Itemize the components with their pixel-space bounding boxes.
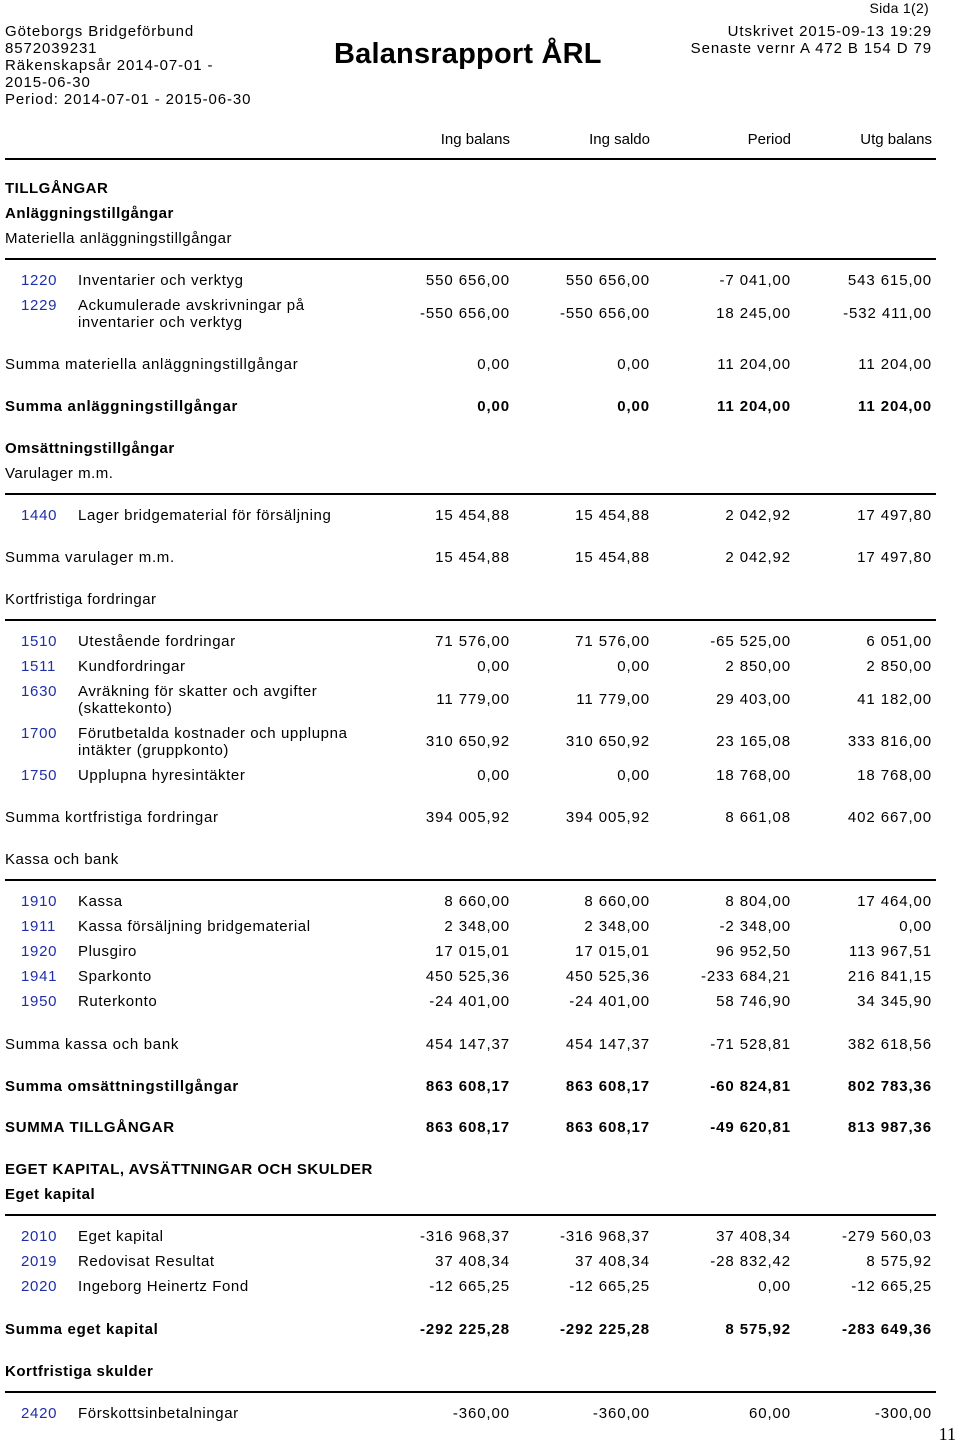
- account-name: [78, 767, 245, 784]
- sum-amount: -292 225,28: [560, 1321, 650, 1338]
- account-name: [78, 993, 157, 1010]
- account-number: 1750: [21, 767, 58, 784]
- header-rule: [5, 158, 936, 160]
- account-number: 1910: [21, 893, 58, 910]
- sum-amount: -60 824,81: [710, 1078, 791, 1095]
- account-number: 2019: [21, 1253, 58, 1270]
- amount-cell: -300,00: [874, 1405, 932, 1422]
- column-headers: [0, 131, 960, 151]
- section-rule: [5, 493, 936, 495]
- section-rule: [5, 1391, 936, 1393]
- account-name: [78, 1253, 215, 1270]
- amount-cell: 0,00: [758, 1278, 791, 1295]
- amount-cell: -12 665,25: [429, 1278, 510, 1295]
- sum-amount: 0,00: [477, 398, 510, 415]
- amount-cell: 23 165,08: [716, 733, 791, 750]
- amount-cell: 17 497,80: [857, 507, 932, 524]
- heading-materiella: Materiella anläggningstillgångar: [5, 230, 232, 247]
- amount-cell: 450 525,36: [425, 968, 510, 985]
- amount-cell: -550 656,00: [420, 305, 510, 322]
- last-voucher: Senaste vernr A 472 B 154 D 79: [690, 40, 932, 57]
- amount-cell: 2 348,00: [584, 918, 650, 935]
- amount-cell: 2 850,00: [866, 658, 932, 675]
- account-number: 1229: [21, 297, 58, 314]
- report-title: Balansrapport ÅRL: [334, 38, 602, 70]
- sum-amount: -71 528,81: [710, 1036, 791, 1053]
- sum-amount: 8 575,92: [725, 1321, 791, 1338]
- amount-cell: 310 650,92: [565, 733, 650, 750]
- amount-cell: -12 665,25: [569, 1278, 650, 1295]
- sum-label: Summa materiella anläggningstillgångar: [5, 356, 299, 373]
- amount-cell: 15 454,88: [575, 507, 650, 524]
- heading-kassa-bank: Kassa och bank: [5, 851, 119, 868]
- sum-amount: 863 608,17: [565, 1119, 650, 1136]
- amount-cell: -65 525,00: [710, 633, 791, 650]
- sum-amount: -283 649,36: [842, 1321, 932, 1338]
- account-name: [78, 943, 137, 960]
- page-number: Sida 1(2): [869, 0, 929, 16]
- account-number: 1510: [21, 633, 58, 650]
- amount-cell: 8 660,00: [444, 893, 510, 910]
- fiscal-year: Räkenskapsår 2014-07-01 -: [5, 57, 214, 74]
- account-name-line: Avräkning för skatter och avgifter: [78, 683, 318, 700]
- amount-cell: -2 348,00: [719, 918, 791, 935]
- col-ing-saldo: Ing saldo: [589, 131, 650, 148]
- sum-label: Summa omsättningstillgångar: [5, 1078, 239, 1095]
- sum-amount: 11 204,00: [716, 398, 791, 415]
- account-name: [78, 893, 123, 910]
- amount-cell: -233 684,21: [701, 968, 791, 985]
- amount-cell: 18 768,00: [716, 767, 791, 784]
- sum-amount: 394 005,92: [425, 809, 510, 826]
- amount-cell: 11 779,00: [576, 691, 650, 708]
- amount-cell: -7 041,00: [719, 272, 791, 289]
- period: Period: 2014-07-01 - 2015-06-30: [5, 91, 252, 108]
- sum-amount: 15 454,88: [435, 549, 510, 566]
- amount-cell: 41 182,00: [857, 691, 932, 708]
- sum-amount: 863 608,17: [565, 1078, 650, 1095]
- amount-cell: 0,00: [477, 767, 510, 784]
- amount-cell: 37 408,34: [716, 1228, 791, 1245]
- account-name-line: Kassa: [78, 893, 123, 910]
- account-name: [78, 1278, 249, 1295]
- amount-cell: -532 411,00: [843, 305, 932, 322]
- account-name-line: Lager bridgematerial för försäljning: [78, 507, 332, 524]
- sum-label: Summa kortfristiga fordringar: [5, 809, 219, 826]
- sum-label: Summa kassa och bank: [5, 1036, 180, 1053]
- amount-cell: 17 015,01: [435, 943, 510, 960]
- amount-cell: 2 850,00: [725, 658, 791, 675]
- sum-amount: 863 608,17: [425, 1078, 510, 1095]
- amount-cell: -24 401,00: [429, 993, 510, 1010]
- sum-amount: 11 204,00: [717, 356, 791, 373]
- amount-cell: 15 454,88: [435, 507, 510, 524]
- account-name: [78, 968, 152, 985]
- page-corner-number: 11: [938, 1424, 956, 1444]
- account-name-line: Plusgiro: [78, 943, 137, 960]
- amount-cell: 543 615,00: [847, 272, 932, 289]
- amount-cell: 2 042,92: [725, 507, 791, 524]
- sum-amount: 394 005,92: [565, 809, 650, 826]
- heading-anlaggning: Anläggningstillgångar: [5, 205, 174, 222]
- account-number: 1920: [21, 943, 58, 960]
- heading-kortfristiga-fordringar: Kortfristiga fordringar: [5, 591, 157, 608]
- sum-amount: 17 497,80: [857, 549, 932, 566]
- account-name-line: inventarier och verktyg: [78, 314, 243, 331]
- account-name-line: Ingeborg Heinertz Fond: [78, 1278, 249, 1295]
- account-name: [78, 633, 236, 650]
- amount-cell: 11 779,00: [436, 691, 510, 708]
- sum-amount: 0,00: [617, 398, 650, 415]
- account-name: [78, 272, 244, 289]
- sum-label: Summa eget kapital: [5, 1321, 159, 1338]
- amount-cell: 113 967,51: [849, 943, 932, 960]
- amount-cell: 71 576,00: [575, 633, 650, 650]
- amount-cell: 37 408,34: [435, 1253, 510, 1270]
- sum-amount: 15 454,88: [575, 549, 650, 566]
- account-number: 1941: [21, 968, 58, 985]
- col-ing-balans: Ing balans: [440, 131, 510, 148]
- amount-cell: 2 348,00: [444, 918, 510, 935]
- amount-cell: 550 656,00: [565, 272, 650, 289]
- sum-amount: 8 661,08: [725, 809, 791, 826]
- amount-cell: -12 665,25: [851, 1278, 932, 1295]
- fiscal-year-end: 2015-06-30: [5, 74, 91, 91]
- account-name-line: Sparkonto: [78, 968, 152, 985]
- account-number: 2420: [21, 1405, 58, 1422]
- org-name: Göteborgs Bridgeförbund: [5, 23, 195, 40]
- amount-cell: 216 841,15: [847, 968, 932, 985]
- amount-cell: 8 575,92: [866, 1253, 932, 1270]
- account-number: 1220: [21, 272, 58, 289]
- account-number: 1630: [21, 683, 58, 700]
- sum-amount: 11 204,00: [858, 356, 932, 373]
- header-right: [691, 23, 932, 57]
- amount-cell: 8 804,00: [725, 893, 791, 910]
- sum-amount: -49 620,81: [710, 1119, 791, 1136]
- account-name: [78, 658, 186, 675]
- amount-cell: 6 051,00: [866, 633, 932, 650]
- account-name-line: Redovisat Resultat: [78, 1253, 215, 1270]
- account-name-line: intäkter (gruppkonto): [78, 742, 230, 759]
- account-name-line: Kundfordringar: [78, 658, 186, 675]
- header-left: [5, 23, 251, 108]
- sum-amount: 454 147,37: [565, 1036, 650, 1053]
- sum-label: Summa varulager m.m.: [5, 549, 175, 566]
- amount-cell: 37 408,34: [575, 1253, 650, 1270]
- account-name: [78, 1228, 164, 1245]
- amount-cell: -28 832,42: [710, 1253, 791, 1270]
- amount-cell: 18 768,00: [857, 767, 932, 784]
- account-name: [78, 1405, 239, 1422]
- account-number: 1700: [21, 725, 58, 742]
- account-name-line: Kassa försäljning bridgematerial: [78, 918, 311, 935]
- account-name-line: Utestående fordringar: [78, 633, 236, 650]
- amount-cell: -360,00: [452, 1405, 510, 1422]
- account-name: [78, 297, 305, 331]
- account-name: [78, 683, 317, 717]
- amount-cell: 34 345,90: [857, 993, 932, 1010]
- col-utg-balans: Utg balans: [860, 131, 932, 148]
- account-number: 1511: [21, 658, 57, 675]
- account-name: [78, 918, 311, 935]
- sum-amount: 2 042,92: [725, 549, 791, 566]
- account-number: 2020: [21, 1278, 58, 1295]
- account-name-line: Inventarier och verktyg: [78, 272, 244, 289]
- sum-label: SUMMA TILLGÅNGAR: [5, 1119, 175, 1136]
- account-name-line: Ruterkonto: [78, 993, 158, 1010]
- sum-amount: 813 987,36: [847, 1119, 932, 1136]
- account-number: 1440: [21, 507, 58, 524]
- account-name-line: Förskottsinbetalningar: [78, 1405, 239, 1422]
- sum-amount: 0,00: [477, 356, 510, 373]
- amount-cell: 60,00: [748, 1405, 791, 1422]
- amount-cell: -316 968,37: [560, 1228, 650, 1245]
- account-name: [78, 725, 348, 759]
- heading-varulager: Varulager m.m.: [5, 465, 114, 482]
- amount-cell: 0,00: [617, 658, 650, 675]
- amount-cell: -316 968,37: [420, 1228, 510, 1245]
- amount-cell: 0,00: [617, 767, 650, 784]
- account-name-line: Upplupna hyresintäkter: [78, 767, 246, 784]
- amount-cell: -360,00: [592, 1405, 650, 1422]
- sum-amount: 802 783,36: [847, 1078, 932, 1095]
- sum-amount: 382 618,56: [847, 1036, 932, 1053]
- amount-cell: -279 560,03: [842, 1228, 932, 1245]
- heading-eget-kapital: Eget kapital: [5, 1186, 96, 1203]
- amount-cell: 8 660,00: [584, 893, 650, 910]
- amount-cell: 71 576,00: [435, 633, 510, 650]
- section-rule: [5, 879, 936, 881]
- sum-amount: 11 204,00: [857, 398, 932, 415]
- section-rule: [5, 258, 936, 260]
- printed-date: Utskrivet 2015-09-13 19:29: [727, 23, 932, 40]
- amount-cell: 550 656,00: [425, 272, 510, 289]
- amount-cell: 0,00: [477, 658, 510, 675]
- sum-amount: 0,00: [617, 356, 650, 373]
- amount-cell: 0,00: [899, 918, 932, 935]
- account-name-line: (skattekonto): [78, 700, 173, 717]
- amount-cell: 17 015,01: [575, 943, 650, 960]
- account-name: [78, 507, 331, 524]
- section-rule: [5, 1214, 936, 1216]
- heading-omsattning: Omsättningstillgångar: [5, 440, 175, 457]
- amount-cell: -24 401,00: [569, 993, 650, 1010]
- sum-amount: -292 225,28: [420, 1321, 510, 1338]
- sum-amount: 863 608,17: [425, 1119, 510, 1136]
- col-period: Period: [747, 131, 791, 148]
- account-number: 1911: [21, 918, 57, 935]
- section-rule: [5, 619, 936, 621]
- sum-amount: 402 667,00: [847, 809, 932, 826]
- heading-eget-kapital-avs: EGET KAPITAL, AVSÄTTNINGAR OCH SKULDER: [5, 1161, 373, 1178]
- amount-cell: 333 816,00: [847, 733, 932, 750]
- amount-cell: 17 464,00: [857, 893, 932, 910]
- account-number: 2010: [21, 1228, 58, 1245]
- sum-label: Summa anläggningstillgångar: [5, 398, 239, 415]
- amount-cell: 310 650,92: [425, 733, 510, 750]
- account-number: 1950: [21, 993, 58, 1010]
- heading-tillgangar: TILLGÅNGAR: [5, 180, 109, 197]
- amount-cell: 96 952,50: [716, 943, 791, 960]
- amount-cell: 58 746,90: [716, 993, 791, 1010]
- amount-cell: -550 656,00: [560, 305, 650, 322]
- heading-kortfristiga-skulder: Kortfristiga skulder: [5, 1363, 154, 1380]
- org-number: 8572039231: [5, 40, 98, 57]
- account-name-line: Förutbetalda kostnader och upplupna: [78, 725, 348, 742]
- account-name-line: Eget kapital: [78, 1228, 164, 1245]
- amount-cell: 450 525,36: [565, 968, 650, 985]
- account-name-line: Ackumulerade avskrivningar på: [78, 297, 305, 314]
- sum-amount: 454 147,37: [425, 1036, 510, 1053]
- amount-cell: 18 245,00: [716, 305, 791, 322]
- amount-cell: 29 403,00: [716, 691, 791, 708]
